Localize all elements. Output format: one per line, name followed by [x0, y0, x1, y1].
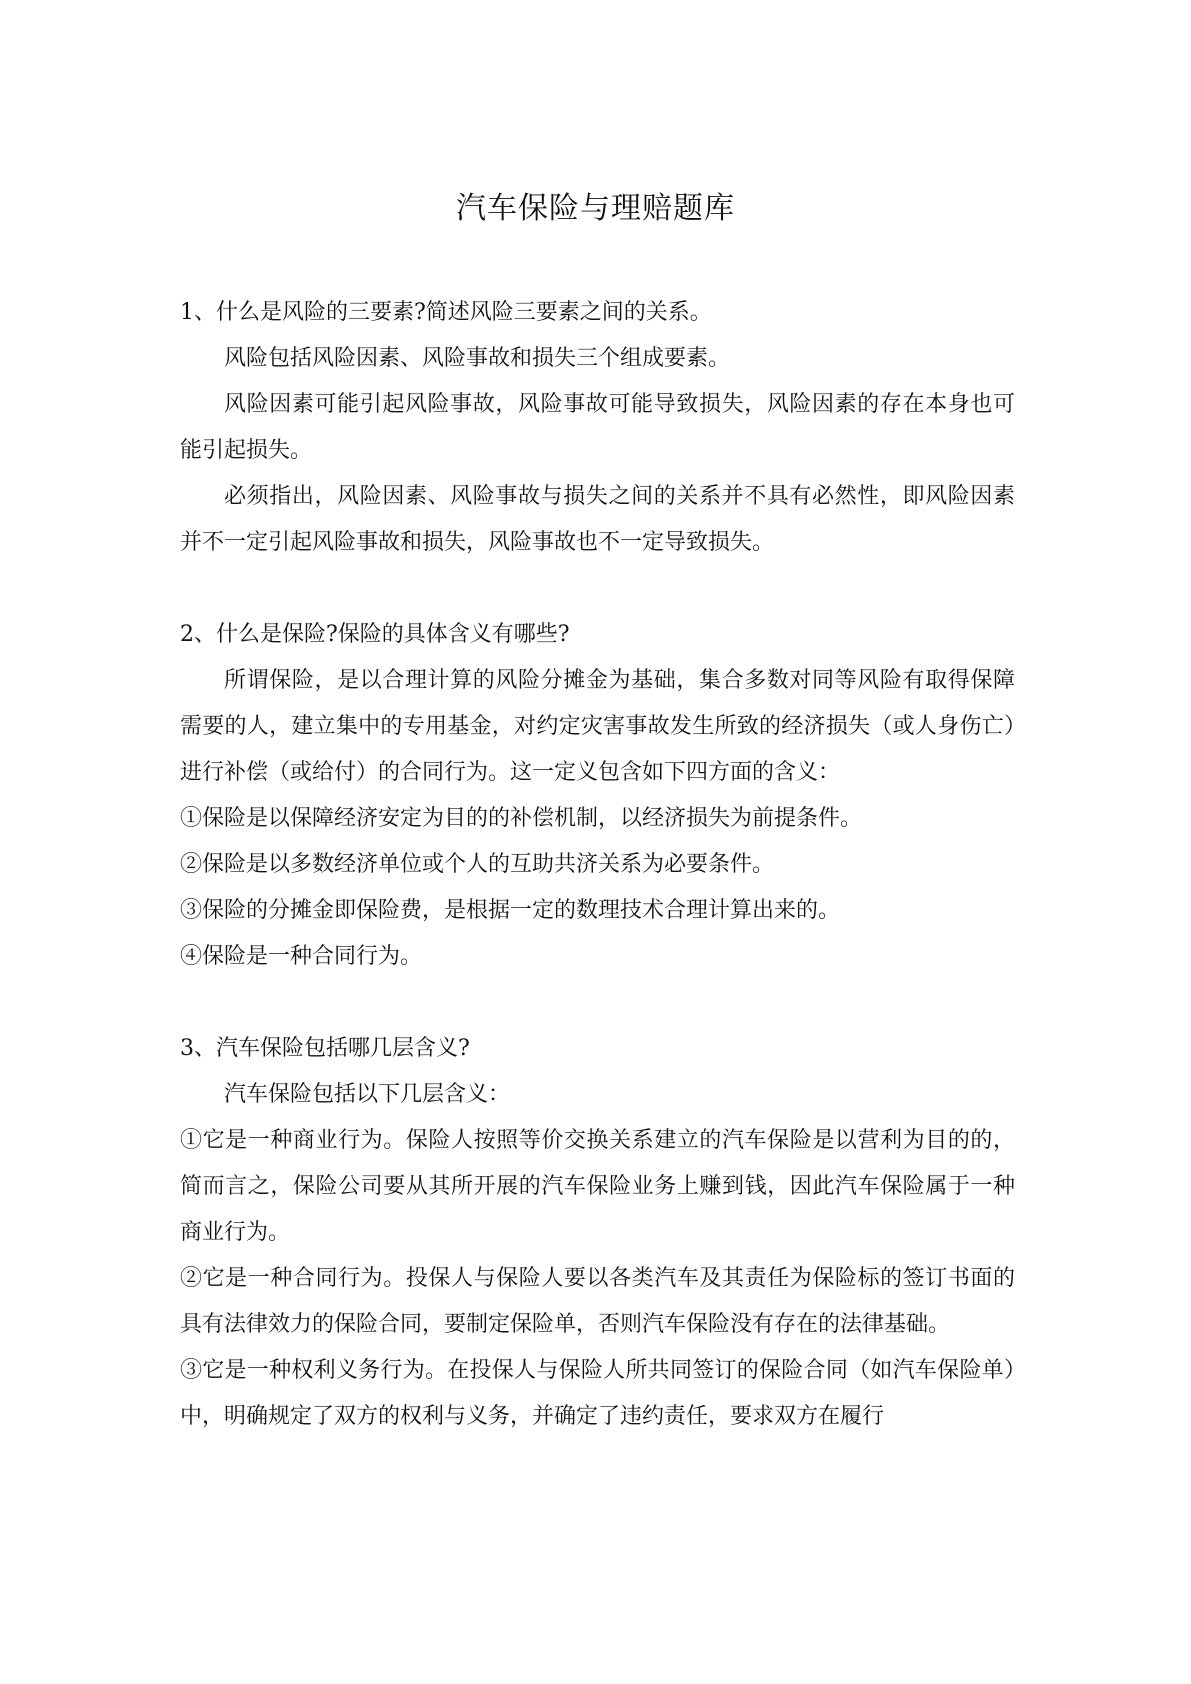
answer-paragraph: 必须指出，风险因素、风险事故与损失之间的关系并不具有必然性，即风险因素并不一定引起风险事故和损失，风险事故也不一定导致损失。: [180, 484, 1015, 555]
answer-list-item: ②它是一种合同行为。投保人与保险人要以各类汽车及其责任为保险标的签订书面的具有法律效力的保险合同，要制定保险单，否则汽车保险没有存在的法律基础。: [180, 1266, 1015, 1337]
answer-list-item: ①它是一种商业行为。保险人按照等价交换关系建立的汽车保险是以营利为目的的，简而言之，保险公司要从其所开展的汽车保险业务上赚到钱，因此汽车保险属于一种商业行为。: [180, 1128, 1015, 1245]
answer-list-item: ④保险是一种合同行为。: [180, 944, 423, 969]
document-body: [180, 290, 1015, 1440]
answer-list-item: ①保险是以保障经济安定为目的的补偿机制，以经济损失为前提条件。: [180, 806, 863, 831]
answer-paragraph: 风险因素可能引起风险事故，风险事故可能导致损失，风险因素的存在本身也可能引起损失。: [180, 392, 1015, 463]
question-2: 2、什么是保险?保险的具体含义有哪些?: [180, 622, 570, 647]
answer-list-item: ②保险是以多数经济单位或个人的互助共济关系为必要条件。: [180, 852, 775, 877]
answer-list-item: ③保险的分摊金即保险费，是根据一定的数理技术合理计算出来的。: [180, 898, 841, 923]
answer-paragraph: 所谓保险，是以合理计算的风险分摊金为基础，集合多数对同等风险有取得保障需要的人，建立集中的专用基金，对约定灾害事故发生所致的经济损失（或人身伤亡）进行补偿（或给付）的合同行为。这一定义包含如下四方面的含义：: [180, 668, 1015, 785]
question-3: 3、汽车保险包括哪几层含义?: [180, 1036, 470, 1061]
answer-list-item: ③它是一种权利义务行为。在投保人与保险人所共同签订的保险合同（如汽车保险单）中，明确规定了双方的权利与义务，并确定了违约责任，要求双方在履行: [180, 1358, 1015, 1429]
answer-paragraph: 汽车保险包括以下几层含义：: [224, 1082, 511, 1107]
answer-paragraph: 风险包括风险因素、风险事故和损失三个组成要素。: [224, 346, 731, 371]
document-title: 汽车保险与理赔题库: [456, 191, 735, 226]
question-1: 1、什么是风险的三要素?简述风险三要素之间的关系。: [180, 300, 712, 325]
